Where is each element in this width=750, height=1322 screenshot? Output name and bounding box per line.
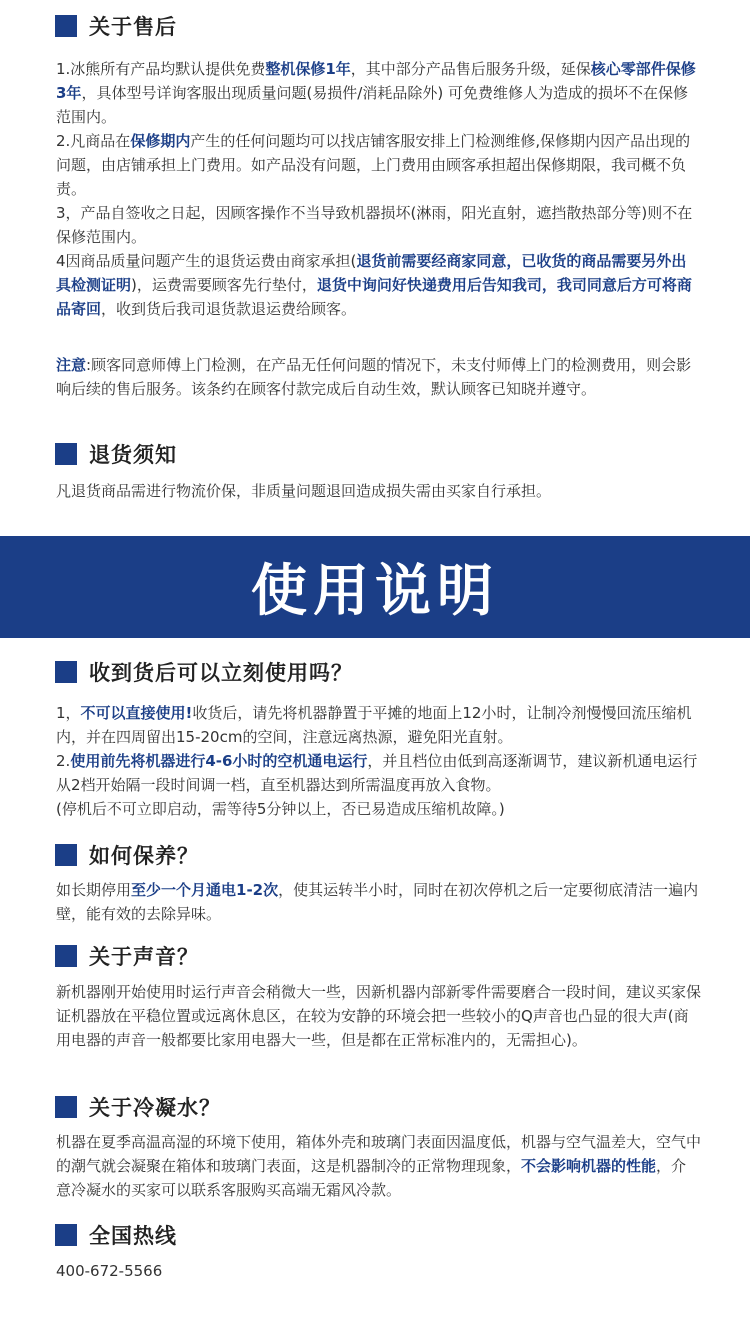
- body-text: 3，产品自签收之日起，因顾客操作不当导致机器损坏(淋雨，阳光直射，遮挡散热部分等)则不在保修范围内。: [56, 204, 693, 246]
- highlight-text: 使用前先将机器进行4-6小时的空机通电运行: [70, 752, 368, 770]
- use-now-heading: 收到货后可以立刻使用吗？: [55, 656, 353, 688]
- after-sales-note: [56, 353, 701, 401]
- body-text: ，具体型号详询客服出现质量问题(易损件/消耗品除外) 可免费维修人为造成的损坏不在保修范围内。: [56, 84, 688, 126]
- note-text: :顾客同意师傅上门检测，在产品无任何问题的情况下，未支付师傅上门的检测费用，则会影响后续的售后服务。该条约在顾客付款完成后自动生效，默认顾客已知晓并遵守。: [56, 356, 692, 398]
- use-now-body: [56, 701, 701, 821]
- after-sales-item: [56, 249, 701, 321]
- note-label: 注意: [56, 356, 87, 374]
- use-now-item: [56, 749, 701, 797]
- after-sales-heading: 关于售后: [55, 10, 177, 42]
- body-text: 如长期停用: [56, 881, 132, 899]
- maintenance-heading: 如何保养？: [55, 839, 199, 871]
- highlight-text: 退货中询问好快递费用后告知我司，我司同意后方可将商品寄回: [56, 276, 692, 318]
- body-text: ，其中部分产品售后服务升级，延保: [350, 60, 591, 78]
- returns-heading: 退货须知: [55, 438, 177, 470]
- condensation-body: [56, 1130, 701, 1202]
- banner-title: 使用说明: [251, 559, 499, 624]
- body-text: 1.冰熊所有产品均默认提供免费: [56, 60, 266, 78]
- body-text: 收货后，请先将机器静置于平摊的地面上12小时，让制冷剂慢慢回流压缩机内，并在四周留出15-20cm的空间，注意远离热源，避免阳光直射。: [56, 704, 692, 746]
- highlight-text: 至少一个月通电1-2次: [131, 881, 279, 899]
- body-text: 2.凡商品在: [56, 132, 131, 150]
- body-text: 1，: [56, 704, 81, 722]
- condensation-heading: 关于冷凝水？: [55, 1091, 221, 1123]
- highlight-text: 整机保修1年: [265, 60, 351, 78]
- body-text: 4因商品质量问题产生的退货运费由商家承担(: [56, 252, 357, 270]
- use-now-item: [56, 701, 701, 749]
- square-bullet-icon: [55, 15, 77, 37]
- condensation-item: [56, 1130, 701, 1202]
- highlight-text: 退货前需要经商家同意，已收货的商品需要另外出具检测证明: [56, 252, 687, 294]
- noise-text: 新机器刚开始使用时运行声音会稍微大一些，因新机器内部新零件需要磨合一段时间，建议买家保证机器放在平稳位置或远离休息区，在较为安静的环境会把一些较小的Q声音也凸显的很大声(商用电器的声音一般都要比家用电器大一些，但是都在正常标准内的，无需担心)。: [56, 983, 702, 1049]
- after-sales-body: [56, 57, 701, 321]
- body-text: 2.: [56, 752, 71, 770]
- hotline-heading: 全国热线: [55, 1219, 177, 1251]
- body-text: ，并且档位由低到高逐渐调节，建议新机通电运行从2档开始隔一段时间调一档，直至机器达到所需温度再放入食物。: [56, 752, 698, 794]
- body-text: ，介意冷凝水的买家可以联系客服购买高端无霜风冷款。: [56, 1157, 687, 1199]
- hotline-number: 400-672-5566: [56, 1262, 163, 1280]
- body-text: 机器在夏季高温高湿的环境下使用，箱体外壳和玻璃门表面因温度低，机器与空气温差大，空气中的潮气就会凝聚在箱体和玻璃门表面，这是机器制冷的正常物理现象，: [56, 1133, 702, 1175]
- after-sales-item: [56, 57, 701, 129]
- square-bullet-icon: [55, 945, 77, 967]
- use-now-item: [56, 797, 701, 821]
- body-text: ，使其运转半小时，同时在初次停机之后一定要彻底清洁一遍内壁，能有效的去除异味。: [56, 881, 699, 923]
- after-sales-item: [56, 129, 701, 201]
- body-text: (停机后不可立即启动，需等待5分钟以上，否已易造成压缩机故障。): [56, 800, 505, 818]
- square-bullet-icon: [55, 844, 77, 866]
- body-text: 产生的任何问题均可以找店铺客服安排上门检测维修,保修期内因产品出现的问题，由店铺承担上门费用。如产品没有问题，上门费用由顾客承担超出保修期限，我司概不负责。: [56, 132, 691, 198]
- returns-text: 凡退货商品需进行物流价保，非质量问题退回造成损失需由买家自行承担。: [56, 482, 552, 500]
- maintenance-item: [56, 878, 701, 926]
- maintenance-body: [56, 878, 701, 926]
- highlight-text: 不可以直接使用!: [80, 704, 193, 722]
- square-bullet-icon: [55, 1224, 77, 1246]
- square-bullet-icon: [55, 443, 77, 465]
- highlight-text: 核心零部件保修3年: [56, 60, 696, 102]
- highlight-text: 保修期内: [130, 132, 191, 150]
- highlight-text: 不会影响机器的性能: [521, 1157, 657, 1175]
- usage-banner: [0, 536, 750, 638]
- square-bullet-icon: [55, 661, 77, 683]
- noise-heading: 关于声音？: [55, 940, 199, 972]
- square-bullet-icon: [55, 1096, 77, 1118]
- after-sales-item: [56, 201, 701, 249]
- body-text: )，运费需要顾客先行垫付，: [131, 276, 317, 294]
- body-text: ，收到货后我司退货款退运费给顾客。: [101, 300, 357, 318]
